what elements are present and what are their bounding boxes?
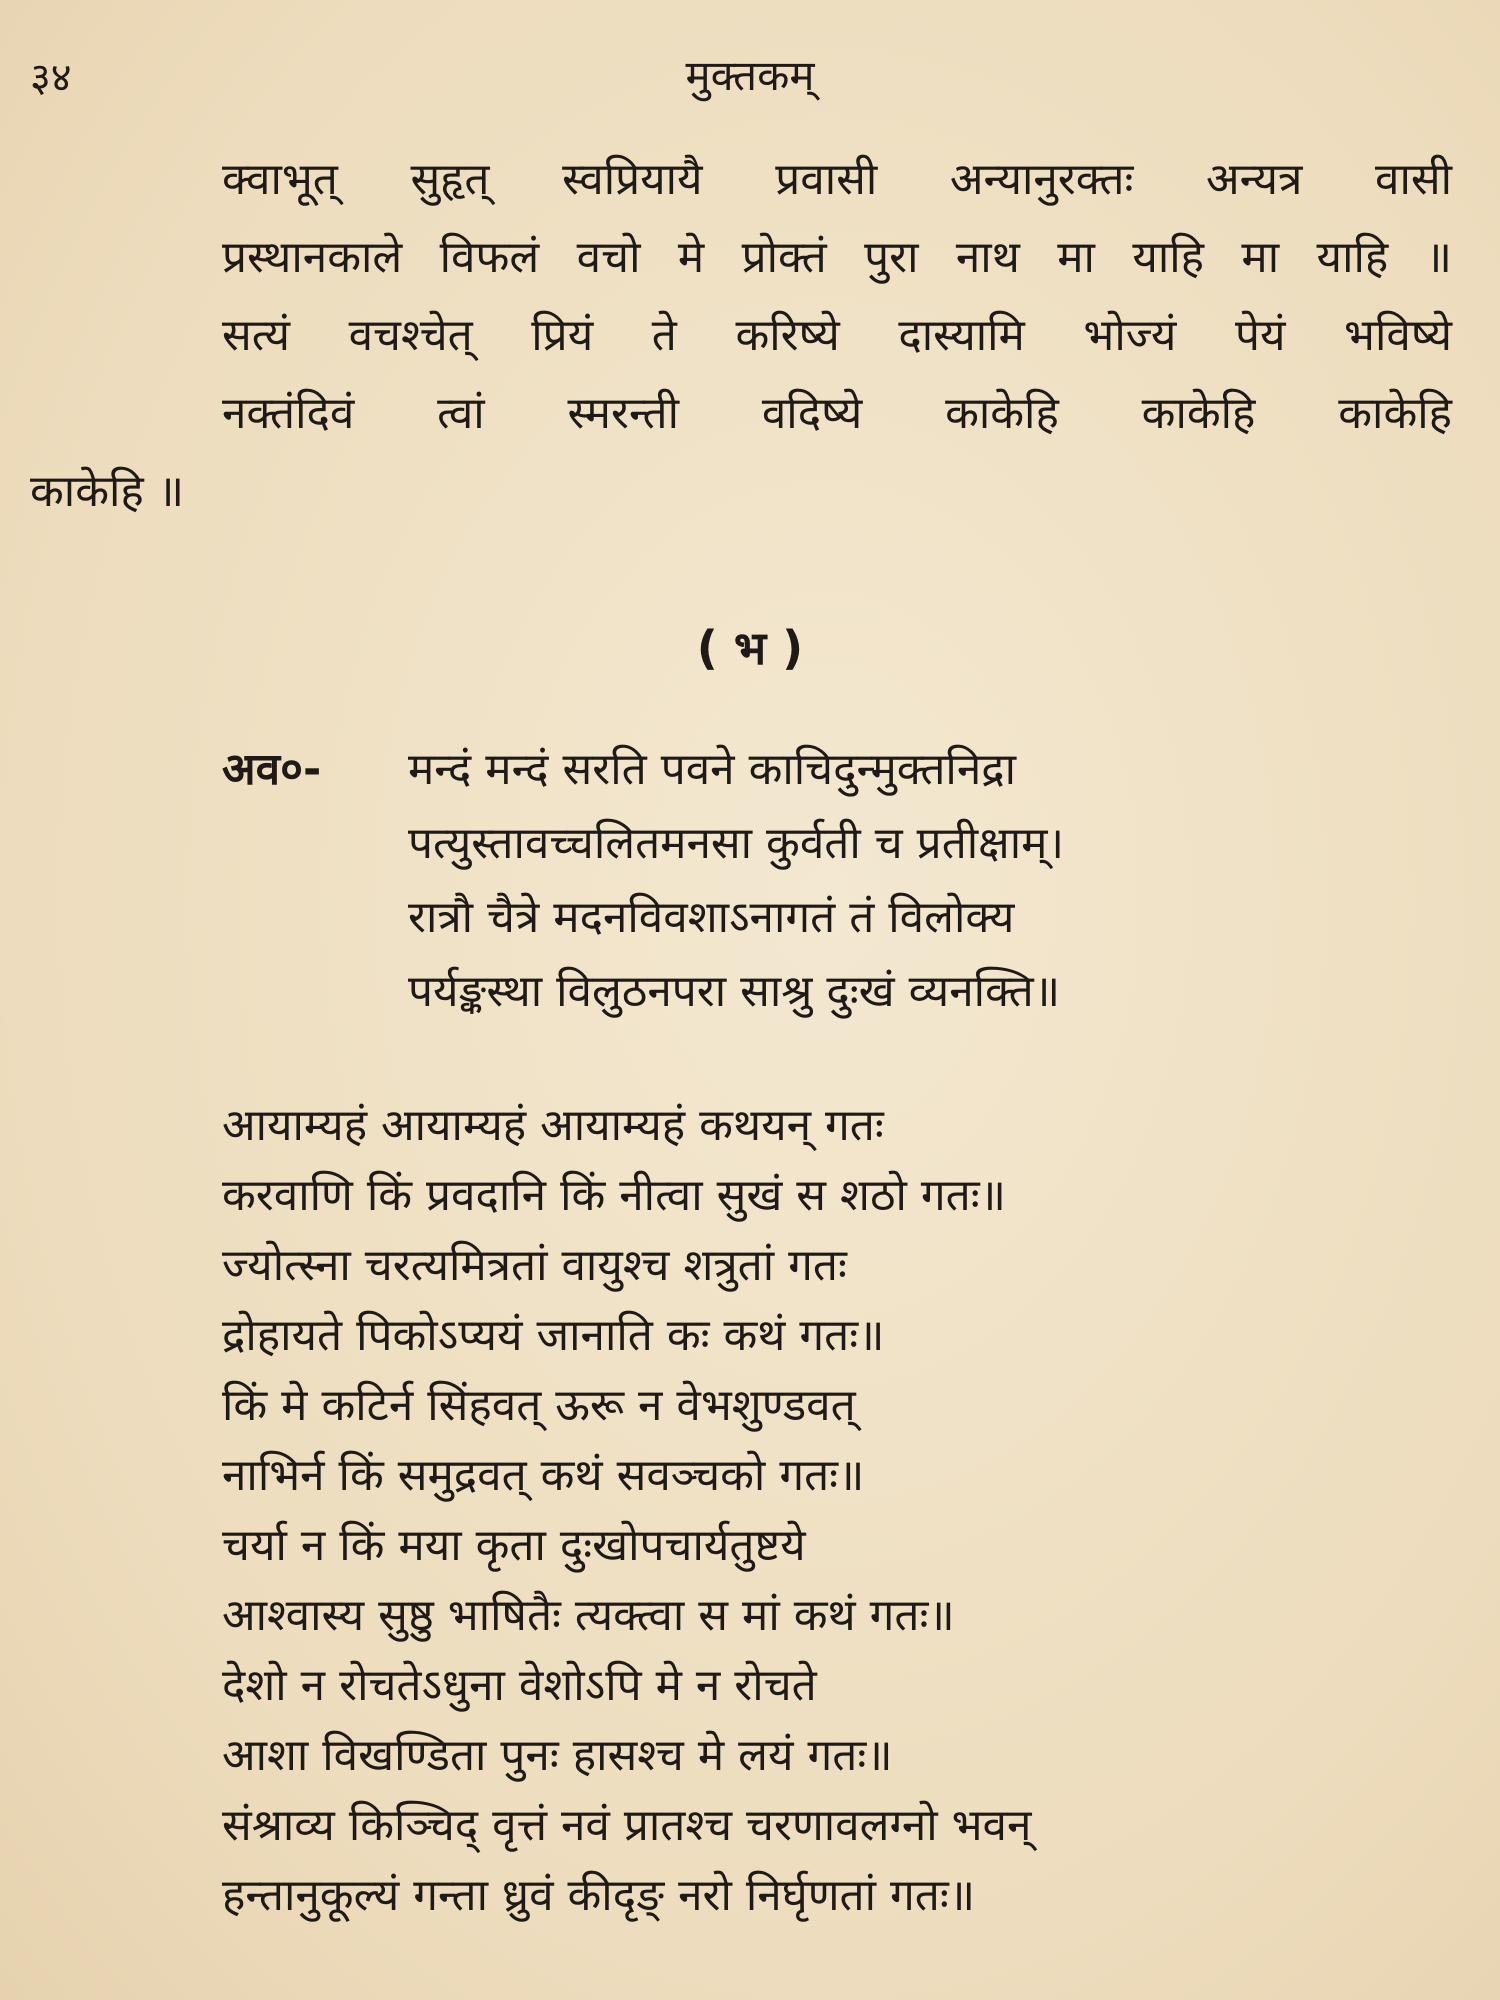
song-line: देशो न रोचतेऽधुना वेशोऽपि मे न रोचते bbox=[222, 1660, 817, 1711]
avatarana-line: मन्दं मन्दं सरति पवने काचिदुन्मुक्तनिद्रा bbox=[408, 744, 1017, 795]
song-line: किं मे कटिर्न सिंहवत् ऊरू न वेभशुण्डवत् bbox=[222, 1380, 856, 1431]
song-line: आश्वास्य सुष्ठु भाषितैः त्यक्त्वा स मां कथं गतः॥ bbox=[222, 1590, 955, 1641]
song-line: द्रोहायते पिकोऽप्ययं जानाति कः कथं गतः॥ bbox=[222, 1310, 885, 1361]
verse-line: प्रस्थानकाले विफलं वचो मे प्रोक्तं पुरा नाथ मा याहि मा याहि ॥ bbox=[222, 232, 1452, 283]
verse-line: सत्यं वचश्चेत् प्रियं ते करिष्ये दास्यामि भोज्यं पेयं भविष्ये bbox=[222, 310, 1452, 361]
verse-line: काकेहि ॥ bbox=[30, 466, 185, 517]
song-line: हन्तानुकूल्यं गन्ता ध्रुवं कीदृङ् नरो निर्घृणतां गतः॥ bbox=[222, 1870, 976, 1921]
section-label: ( भ ) bbox=[696, 621, 804, 675]
running-head: मुक्तकम् bbox=[685, 51, 815, 100]
song-line: संश्राव्य किञ्चिद् वृत्तं नवं प्रातश्च चरणावलग्नो भवन् bbox=[222, 1800, 1032, 1851]
avatarana-line: रात्रौ चैत्रे मदनविवशाऽनागतं तं विलोक्य bbox=[408, 892, 1015, 943]
song-line: करवाणि किं प्रवदानि किं नीत्वा सुखं स शठो गतः॥ bbox=[222, 1170, 1006, 1221]
song-line: चर्या न किं मया कृता दुःखोपचार्यतुष्टये bbox=[222, 1520, 806, 1571]
song-line: ज्योत्स्ना चरत्यमित्रतां वायुश्च शत्रुतां गतः bbox=[222, 1240, 847, 1291]
page-number: ३४ bbox=[30, 55, 72, 101]
verse-line: नक्तंदिवं त्वां स्मरन्ती वदिष्ये काकेहि काकेहि काकेहि bbox=[222, 388, 1452, 439]
song-line: आयाम्यहं आयाम्यहं आयाम्यहं कथयन् गतः bbox=[222, 1100, 884, 1151]
avatarana-line: पत्युस्तावच्चलितमनसा कुर्वती च प्रतीक्षाम्। bbox=[408, 818, 1065, 869]
avatarana-abbr: अव०- bbox=[222, 744, 322, 795]
song-line: नाभिर्न किं समुद्रवत् कथं सवञ्चको गतः॥ bbox=[222, 1450, 865, 1501]
verse-line: क्वाभूत् सुहृत् स्वप्रियायै प्रवासी अन्यानुरक्तः अन्यत्र वासी bbox=[222, 154, 1452, 205]
song-line: आशा विखण्डिता पुनः हासश्च मे लयं गतः॥ bbox=[222, 1730, 893, 1781]
avatarana-line: पर्यङ्कस्था विलुठनपरा साश्रु दुःखं व्यनक्ति॥ bbox=[408, 966, 1061, 1017]
